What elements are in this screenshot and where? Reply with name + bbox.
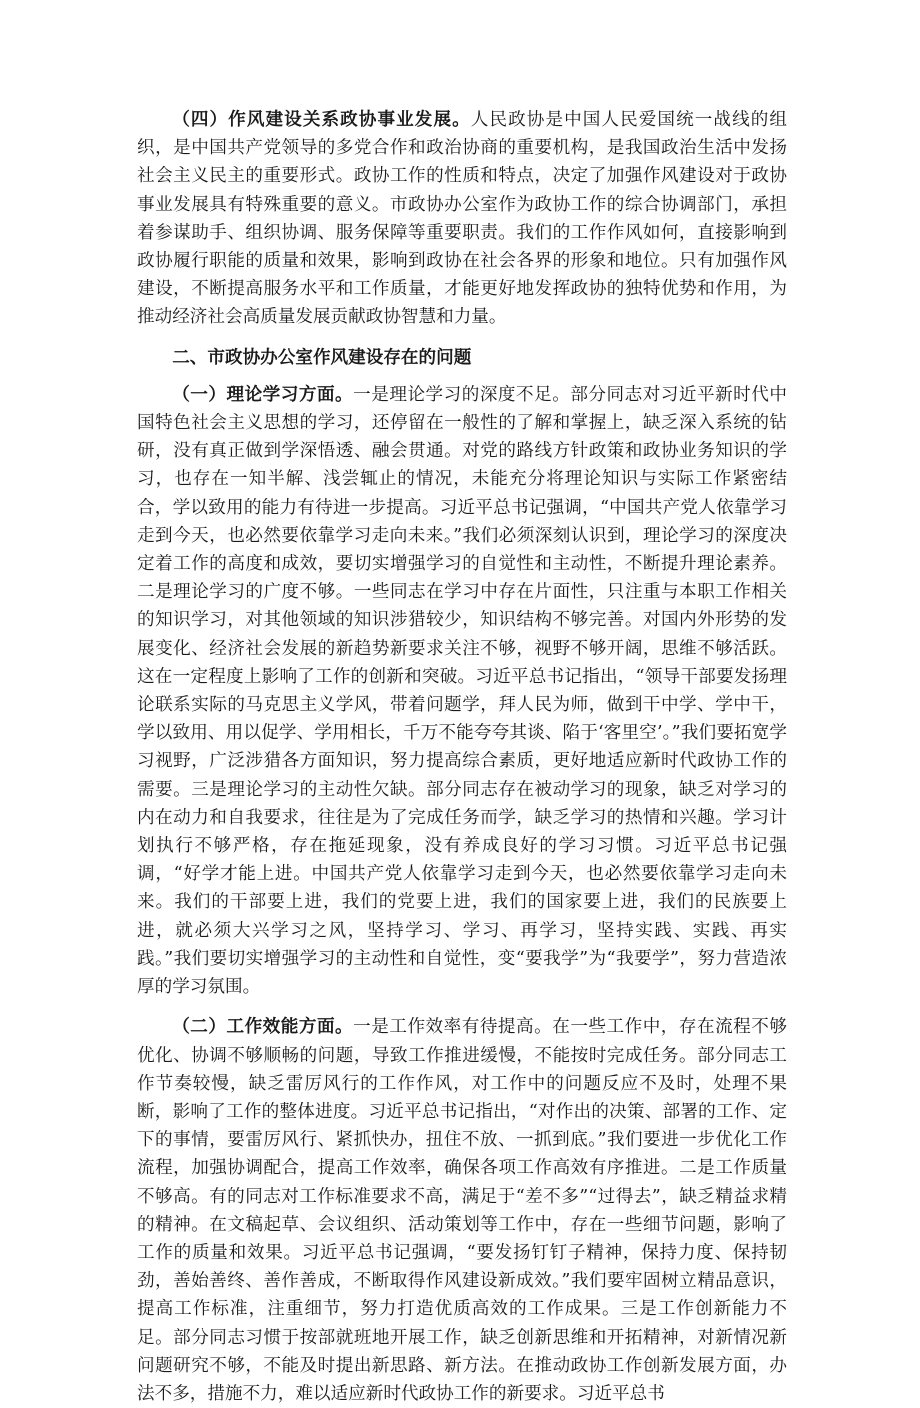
paragraph-lead-heading: （二）工作效能方面。 (172, 1016, 354, 1038)
document-page (137, 106, 787, 1408)
section-heading: 二、市政协办公室作风建设存在的问题 (172, 346, 472, 368)
paragraph-theory-study (137, 381, 787, 1001)
paragraph-body: 一是工作效率有待提高。在一些工作中，存在流程不够优化、协调不够顺畅的问题，导致工作推进缓慢，不能按时完成任务。部分同志工作节奏较慢，缺乏雷厉风行的工作作风，对工作中的问题反应不及时，处理不果断，影响了工作的整体进度。习近平总书记指出，“对作出的决策、部署的工作、定下的事情，要雷厉风行、紧抓快办，扭住不放、一抓到底。”我们要进一步优化工作流程，加强协调配合，提高工作效率，确保各项工作高效有序推进。二是工作质量不够高。有的同志对工作标准要求不高，满足于“差不多”“过得去”，缺乏精益求精的精神。在文稿起草、会议组织、活动策划等工作中，存在一些细节问题，影响了工作的质量和效果。习近平总书记强调，“要发扬钉钉子精神，保持力度、保持韧劲，善始善终、善作善成，不断取得作风建设新成效。”我们要牢固树立精品意识，提高工作标准，注重细节，努力打造优质高效的工作成果。三是工作创新能力不足。部分同志习惯于按部就班地开展工作，缺乏创新思维和开拓精神，对新情况新问题研究不够，不能及时提出新思路、新方法。在推动政协工作创新发展方面，办法不多，措施不力，难以适应新时代政协工作的新要求。习近平总书 (137, 1017, 787, 1404)
paragraph-lead-heading: （四）作风建设关系政协事业发展。 (172, 109, 471, 130)
paragraph-body: 一是理论学习的深度不足。部分同志对习近平新时代中国特色社会主义思想的学习，还停留在一般性的了解和掌握上，缺乏深入系统的钻研，没有真正做到学深悟透、融会贯通。对党的路线方针政策和政协业务知识的学习，也存在一知半解、浅尝辄止的情况，未能充分将理论知识与实际工作紧密结合，学以致用的能力有待进一步提高。习近平总书记强调，“中国共产党人依靠学习走到今天，也必然要依靠学习走向未来。”我们必须深刻认识到，理论学习的深度决定着工作的高度和成效，要切实增强学习的自觉性和主动性，不断提升理论素养。二是理论学习的广度不够。一些同志在学习中存在片面性，只注重与本职工作相关的知识学习，对其他领域的知识涉猎较少，知识结构不够完善。对国内外形势的发展变化、经济社会发展的新趋势新要求关注不够，视野不够开阔，思维不够活跃。这在一定程度上影响了工作的创新和突破。习近平总书记指出，“领导干部要发扬理论联系实际的马克思主义学风，带着问题学，拜人民为师，做到干中学、学中干，学以致用、用以促学、学用相长，千万不能夸夸其谈、陷于‘客里空’。”我们要拓宽学习视野，广泛涉猎各方面知识，努力提高综合素质，更好地适应新时代政协工作的需要。三是理论学习的主动性欠缺。部分同志存在被动学习的现象，缺乏对学习的内在动力和自我要求，往往是为了完成任务而学，缺乏学习的热情和兴趣。学习计划执行不够严格，存在拖延现象，没有养成良好的学习习惯。习近平总书记强调，“好学才能上进。中国共产党人依靠学习走到今天，也必然要依靠学习走向未来。我们的干部要上进，我们的党要上进，我们的国家要上进，我们的民族要上进，就必须大兴学习之风，坚持学习、学习、再学习，坚持实践、实践、再实践。”我们要切实增强学习的主动性和自觉性，变“要我学”为“我要学”，努力营造浓厚的学习氛围。 (137, 384, 787, 998)
paragraph-work-style-cppcc (137, 106, 787, 332)
paragraph-lead-heading: （一）理论学习方面。 (172, 383, 354, 405)
paragraph-work-efficiency (137, 1013, 787, 1408)
paragraph-body: 人民政协是中国人民爱国统一战线的组织，是中国共产党领导的多党合作和政治协商的重要机构，是我国政治生活中发扬社会主义民主的重要形式。政协工作的性质和特点，决定了加强作风建设对于政协事业发展具有特殊重要的意义。市政协办公室作为政协工作的综合协调部门，承担着参谋助手、组织协调、服务保障等重要职责。我们的工作作风如何，直接影响到政协履行职能的质量和效果，影响到政协在社会各界的形象和地位。只有加强作风建设，不断提高服务水平和工作质量，才能更好地发挥政协的独特优势和作用，为推动经济社会高质量发展贡献政协智慧和力量。 (137, 110, 787, 328)
